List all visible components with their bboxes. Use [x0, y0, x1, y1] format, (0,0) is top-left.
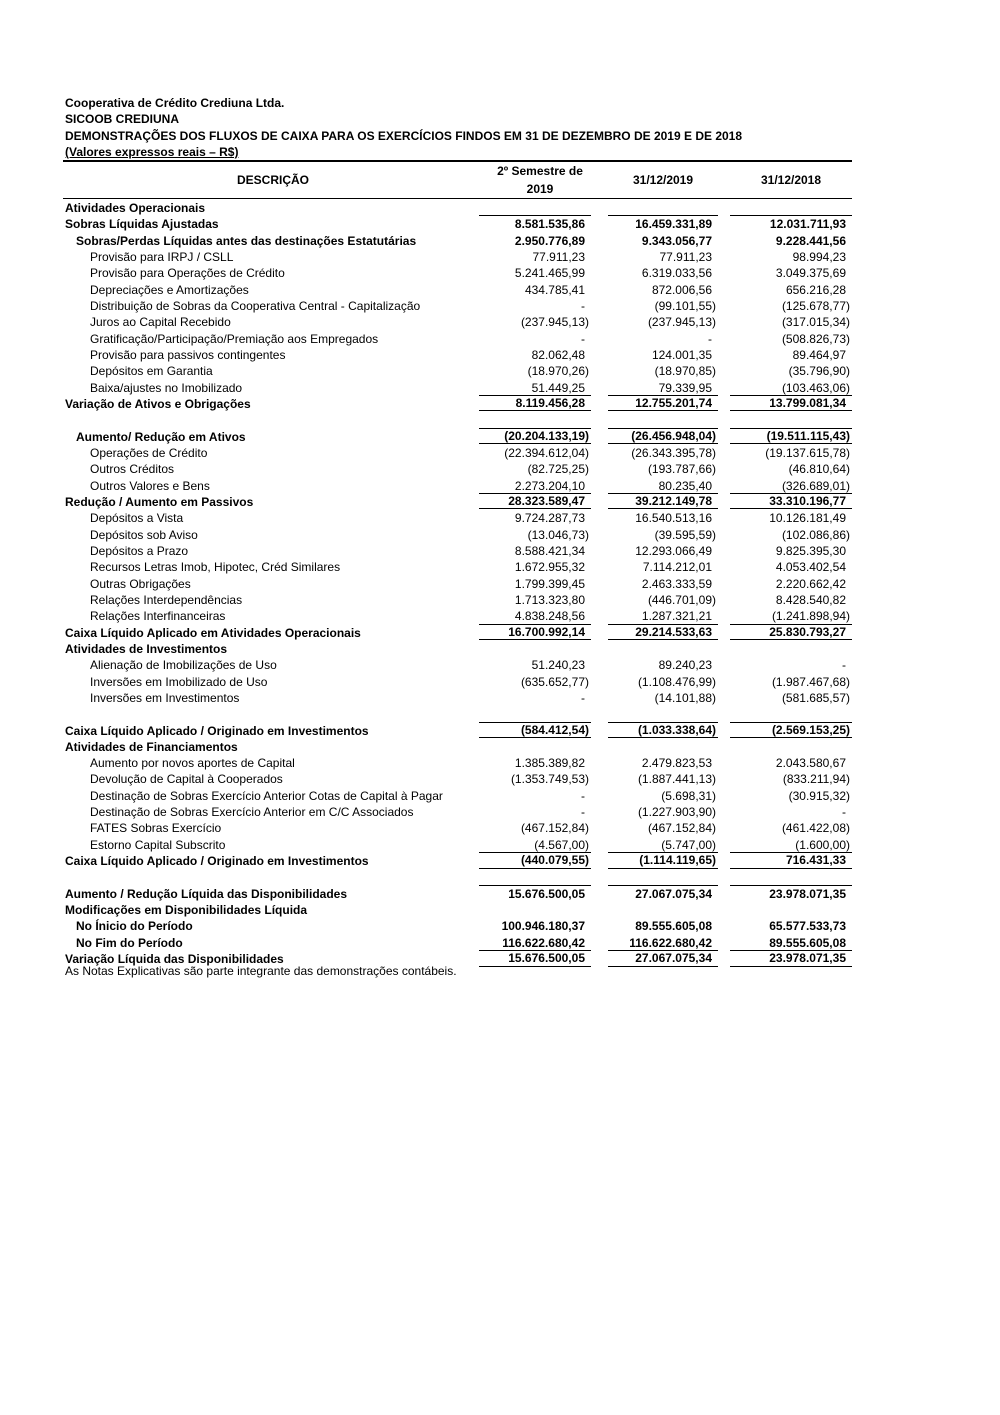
table-row	[63, 723, 852, 739]
table-header	[63, 160, 852, 199]
value-31-12-2019: 2.463.333,59	[641, 576, 712, 591]
table-row	[63, 755, 852, 771]
value-2nd-semester-2019: -	[581, 805, 585, 820]
row-description: Juros ao Capital Recebido	[90, 315, 231, 330]
value-2nd-semester-2019: (1.353.749,53)	[510, 772, 589, 787]
value-2nd-semester-2019: 8.588.421,34	[514, 543, 585, 558]
table-row	[63, 788, 852, 804]
value-2nd-semester-2019: 51.240,23	[531, 658, 585, 673]
value-31-12-2019: 27.067.075,34	[608, 950, 718, 967]
value-31-12-2019: (39.595,59)	[654, 527, 716, 542]
table-row	[63, 527, 852, 543]
value-2nd-semester-2019: (18.970,26)	[527, 364, 589, 379]
table-row	[63, 935, 852, 951]
row-description: No Fim do Período	[76, 935, 183, 950]
section-heading-row	[63, 200, 852, 216]
value-2nd-semester-2019: (82.725,25)	[527, 462, 589, 477]
row-description: Aumento / Redução Líquida das Disponibilidades	[65, 886, 348, 901]
row-description: Caixa Líquido Aplicado / Originado em Investimentos	[65, 854, 369, 869]
table-row	[63, 282, 852, 298]
value-31-12-2019: 2.479.823,53	[641, 756, 712, 771]
column-header-description: DESCRIÇÃO	[236, 173, 309, 187]
value-31-12-2018: (1.987.467,68)	[771, 674, 850, 689]
row-description: FATES Sobras Exercício	[90, 821, 222, 836]
value-31-12-2018: (581.685,57)	[781, 690, 850, 705]
value-31-12-2019: (18.970,85)	[654, 364, 716, 379]
table-row	[63, 543, 852, 559]
value-31-12-2019: 39.212.149,78	[608, 493, 718, 510]
table-row	[63, 592, 852, 608]
value-31-12-2019: 12.293.066,49	[635, 543, 712, 558]
row-description: Depreciações e Amortizações	[90, 282, 249, 297]
value-2nd-semester-2019: 2.273.204,10	[514, 478, 585, 493]
row-description: Provisão para IRPJ / CSLL	[90, 249, 234, 264]
spacer-row	[63, 869, 852, 885]
value-2nd-semester-2019: (20.204.133,19)	[479, 428, 591, 445]
row-description: Depósitos a Prazo	[90, 543, 189, 558]
value-31-12-2019: (5.698,31)	[661, 788, 716, 803]
row-description: Aumento/ Redução em Ativos	[76, 429, 246, 444]
value-31-12-2018: 8.428.540,82	[775, 592, 846, 607]
row-description: Inversões em Imobilizado de Uso	[90, 674, 268, 689]
value-31-12-2018: 25.830.793,27	[730, 624, 852, 641]
document-title: DEMONSTRAÇÕES DOS FLUXOS DE CAIXA PARA OS EXERCÍCIOS FINDOS EM 31 DE DEZEMBRO DE 2019 E DE 2018	[65, 129, 743, 143]
units-note: (Valores expressos reais – R$)	[65, 145, 239, 159]
table-row	[63, 249, 852, 265]
value-31-12-2018: (30.915,32)	[788, 788, 850, 803]
table-row	[63, 576, 852, 592]
value-2nd-semester-2019: 28.323.589,47	[479, 493, 591, 510]
row-description: Operações de Crédito	[90, 445, 208, 460]
row-description: Distribuição de Sobras da Cooperativa Central - Capitalização	[90, 298, 421, 313]
value-2nd-semester-2019: 82.062,48	[531, 347, 585, 362]
value-2nd-semester-2019: -	[581, 690, 585, 705]
value-31-12-2019: (1.114.119,65)	[608, 852, 718, 869]
table-row	[63, 559, 852, 575]
value-31-12-2019: 1.287.321,21	[641, 609, 712, 624]
value-31-12-2019: (446.701,09)	[647, 592, 716, 607]
spacer-row	[63, 706, 852, 722]
value-31-12-2019: 124.001,35	[651, 347, 712, 362]
row-description: Aumento por novos aportes de Capital	[90, 756, 295, 771]
table-row	[63, 625, 852, 641]
table-row	[63, 461, 852, 477]
value-31-12-2018: 65.577.533,73	[769, 919, 846, 934]
table-row	[63, 314, 852, 330]
table-row	[63, 265, 852, 281]
table-row	[63, 233, 852, 249]
table-row	[63, 820, 852, 836]
table-row	[63, 608, 852, 624]
table-row	[63, 380, 852, 396]
value-31-12-2019: (237.945,13)	[647, 315, 716, 330]
value-31-12-2019: 12.755.201,74	[608, 395, 718, 412]
table-row	[63, 674, 852, 690]
row-description: Outros Créditos	[90, 462, 175, 477]
value-31-12-2019: (1.033.338,64)	[608, 722, 718, 739]
table-body	[63, 199, 852, 967]
row-description: Caixa Líquido Aplicado em Atividades Operacionais	[65, 625, 361, 640]
row-description: Depósitos sob Aviso	[90, 527, 198, 542]
value-2nd-semester-2019: (440.079,55)	[479, 852, 591, 869]
value-31-12-2018: -	[842, 805, 846, 820]
row-description: Redução / Aumento em Passivos	[65, 494, 254, 509]
row-description: Outras Obrigações	[90, 576, 191, 591]
value-31-12-2018: (19.137.615,78)	[765, 445, 850, 460]
value-2nd-semester-2019: 8.119.456,28	[479, 395, 591, 412]
value-31-12-2018: 2.043.580,67	[775, 756, 846, 771]
value-31-12-2018: (19.511.115,43)	[730, 428, 852, 445]
row-description: Provisão para passivos contingentes	[90, 347, 286, 362]
table-row	[63, 298, 852, 314]
row-description: Outros Valores e Bens	[90, 478, 210, 493]
value-31-12-2018: (833.211,94)	[782, 772, 850, 787]
cash-flow-table	[63, 160, 852, 967]
row-description: Estorno Capital Subscrito	[90, 837, 226, 852]
value-2nd-semester-2019: 77.911,23	[532, 249, 585, 264]
table-row	[63, 690, 852, 706]
value-2nd-semester-2019: -	[581, 331, 585, 346]
value-31-12-2019: (14.101,88)	[654, 690, 716, 705]
value-2nd-semester-2019: (13.046,73)	[527, 527, 589, 542]
row-description: Recursos Letras Imob, Hipotec, Créd Similares	[90, 560, 341, 575]
table-row	[63, 771, 852, 787]
value-31-12-2019: -	[708, 331, 712, 346]
column-header-2nd-semester-line2: 2019	[526, 182, 554, 196]
row-description: Sobras/Perdas Líquidas antes das destinações Estatutárias	[76, 233, 417, 248]
value-31-12-2018: 89.464,97	[792, 347, 846, 362]
section-heading-row	[63, 739, 852, 755]
value-31-12-2019: 89.555.605,08	[635, 919, 712, 934]
spacer-row	[63, 412, 852, 428]
value-31-12-2019: (5.747,00)	[661, 837, 716, 852]
value-31-12-2019: 89.240,23	[658, 658, 712, 673]
value-31-12-2018: 12.031.711,93	[730, 215, 852, 230]
brand-name: SICOOB CREDIUNA	[65, 112, 180, 126]
value-31-12-2019: (1.227.903,90)	[637, 805, 716, 820]
row-description: Variação Líquida das Disponibilidades	[65, 952, 284, 967]
row-description: Inversões em Investimentos	[90, 690, 240, 705]
row-description: Destinação de Sobras Exercício Anterior Cotas de Capital à Pagar	[90, 788, 443, 803]
value-31-12-2018: (508.826,73)	[781, 331, 850, 346]
value-2nd-semester-2019: (584.412,54)	[479, 722, 591, 739]
value-2nd-semester-2019: 15.676.500,05	[479, 885, 591, 900]
value-31-12-2018: 89.555.605,08	[769, 935, 846, 950]
value-31-12-2018: (35.796,90)	[788, 364, 850, 379]
value-2nd-semester-2019: 1.713.323,80	[514, 592, 585, 607]
value-31-12-2018: (317.015,34)	[781, 315, 850, 330]
value-31-12-2018: 716.431,33	[730, 852, 852, 869]
table-row	[63, 363, 852, 379]
value-31-12-2018: 98.994,23	[792, 249, 846, 264]
value-31-12-2018: 33.310.196,77	[730, 493, 852, 510]
table-row	[63, 396, 852, 412]
table-row	[63, 445, 852, 461]
value-31-12-2019: 16.459.331,89	[608, 215, 718, 230]
value-31-12-2018: 9.228.441,56	[775, 233, 846, 248]
value-31-12-2018: (46.810,64)	[788, 462, 850, 477]
row-description: Alienação de Imobilizações de Uso	[90, 658, 277, 673]
table-row	[63, 837, 852, 853]
value-2nd-semester-2019: 8.581.535,86	[479, 215, 591, 230]
column-header-2018: 31/12/2018	[760, 173, 822, 187]
value-2nd-semester-2019: (635.652,77)	[520, 674, 589, 689]
value-31-12-2018: 9.825.395,30	[775, 543, 846, 558]
value-31-12-2018: (461.422,08)	[781, 821, 850, 836]
value-31-12-2018: -	[842, 658, 846, 673]
company-name: Cooperativa de Crédito Crediuna Ltda.	[65, 96, 285, 110]
value-2nd-semester-2019: (467.152,84)	[520, 821, 589, 836]
value-2nd-semester-2019: 51.449,25	[531, 380, 585, 395]
value-31-12-2018: 3.049.375,69	[775, 266, 846, 281]
section-heading-row	[63, 641, 852, 657]
row-description: Destinação de Sobras Exercício Anterior em C/C Associados	[90, 805, 414, 820]
table-row	[63, 347, 852, 363]
value-2nd-semester-2019: (237.945,13)	[520, 315, 589, 330]
row-description: Gratificação/Participação/Premiação aos Empregados	[90, 331, 379, 346]
column-header-2nd-semester-line1: 2º Semestre de	[497, 164, 583, 178]
row-description: Caixa Líquido Aplicado / Originado em Investimentos	[65, 723, 369, 738]
value-31-12-2018: 23.978.071,35	[730, 950, 852, 967]
row-description: Atividades Operacionais	[65, 201, 206, 215]
section-heading-row	[63, 902, 852, 918]
row-description: Relações Interdependências	[90, 592, 243, 607]
value-2nd-semester-2019: 16.700.992,14	[479, 624, 591, 641]
column-header-2019: 31/12/2019	[632, 173, 694, 187]
value-31-12-2018: 2.220.662,42	[775, 576, 846, 591]
value-31-12-2019: 77.911,23	[659, 249, 712, 264]
row-description: Baixa/ajustes no Imobilizado	[90, 380, 243, 395]
value-2nd-semester-2019: 15.676.500,05	[479, 950, 591, 967]
row-description: Variação de Ativos e Obrigações	[65, 396, 251, 411]
value-31-12-2019: 6.319.033,56	[641, 266, 712, 281]
value-2nd-semester-2019: 434.785,41	[524, 282, 585, 297]
row-description: Atividades de Financiamentos	[65, 739, 238, 754]
value-2nd-semester-2019: 1.385.389,82	[514, 756, 585, 771]
row-description: Sobras Líquidas Ajustadas	[65, 217, 219, 232]
table-row	[63, 886, 852, 902]
footer-note: As Notas Explicativas são parte integrante das demonstrações contábeis.	[65, 964, 457, 978]
value-31-12-2019: 872.006,56	[651, 282, 712, 297]
table-row	[63, 478, 852, 494]
value-31-12-2018: (326.689,01)	[781, 478, 850, 493]
value-31-12-2018: 10.126.181,49	[769, 511, 846, 526]
value-31-12-2019: (99.101,55)	[654, 298, 716, 313]
value-31-12-2018: (2.569.153,25)	[730, 722, 852, 739]
value-2nd-semester-2019: -	[581, 298, 585, 313]
row-description: Relações Interfinanceiras	[90, 609, 226, 624]
value-31-12-2018: (102.086,86)	[781, 527, 850, 542]
value-31-12-2018: (125.678,77)	[781, 298, 850, 313]
value-31-12-2018: 4.053.402,54	[775, 560, 846, 575]
value-31-12-2019: 116.622.680,42	[629, 935, 712, 950]
value-2nd-semester-2019: -	[581, 788, 585, 803]
table-row	[63, 657, 852, 673]
row-description: Depósitos a Vista	[90, 511, 184, 526]
table-row	[63, 429, 852, 445]
table-row	[63, 853, 852, 869]
value-2nd-semester-2019: (4.567,00)	[534, 837, 589, 852]
value-2nd-semester-2019: 1.799.399,45	[514, 576, 585, 591]
value-31-12-2018: 23.978.071,35	[730, 885, 852, 900]
table-row	[63, 216, 852, 232]
row-description: Modificações em Disponibilidades Líquida	[65, 903, 308, 918]
value-31-12-2019: 16.540.513,16	[635, 511, 712, 526]
value-31-12-2019: 27.067.075,34	[608, 885, 718, 900]
value-31-12-2018: (1.600,00)	[795, 837, 850, 852]
value-31-12-2019: (1.887.441,13)	[637, 772, 716, 787]
value-2nd-semester-2019: 1.672.955,32	[514, 560, 585, 575]
table-row	[63, 494, 852, 510]
value-2nd-semester-2019: (22.394.612,04)	[504, 445, 589, 460]
value-31-12-2019: 7.114.212,01	[642, 560, 712, 575]
value-31-12-2019: (26.456.948,04)	[608, 428, 718, 445]
table-row	[63, 804, 852, 820]
value-31-12-2019: (26.343.395,78)	[631, 445, 716, 460]
value-31-12-2018: 656.216,28	[785, 282, 846, 297]
table-row	[63, 510, 852, 526]
row-description: Depósitos em Garantia	[90, 364, 213, 379]
value-31-12-2018: (103.463,06)	[781, 380, 850, 395]
value-31-12-2019: 79.339,95	[658, 380, 712, 395]
value-31-12-2019: 29.214.533,63	[608, 624, 718, 641]
value-31-12-2018: 13.799.081,34	[730, 395, 852, 412]
value-31-12-2019: 80.235,40	[658, 478, 712, 493]
value-31-12-2019: 9.343.056,77	[641, 233, 712, 248]
value-2nd-semester-2019: 4.838.248,56	[514, 609, 585, 624]
value-31-12-2019: (193.787,66)	[647, 462, 716, 477]
row-description: No Ínicio do Período	[76, 919, 193, 934]
value-31-12-2018: (1.241.898,94)	[771, 609, 850, 624]
table-row	[63, 918, 852, 934]
table-row	[63, 331, 852, 347]
value-2nd-semester-2019: 9.724.287,73	[514, 511, 585, 526]
row-description: Atividades de Investimentos	[65, 641, 228, 656]
value-2nd-semester-2019: 116.622.680,42	[502, 935, 585, 950]
value-2nd-semester-2019: 2.950.776,89	[514, 233, 585, 248]
column-header-2nd-semester	[475, 162, 605, 198]
row-description: Devolução de Capital à Cooperados	[90, 772, 283, 787]
value-31-12-2019: (1.108.476,99)	[637, 674, 716, 689]
value-2nd-semester-2019: 5.241.465,99	[514, 266, 585, 281]
row-description: Provisão para Operações de Crédito	[90, 266, 285, 281]
value-31-12-2019: (467.152,84)	[647, 821, 716, 836]
value-2nd-semester-2019: 100.946.180,37	[501, 919, 585, 934]
